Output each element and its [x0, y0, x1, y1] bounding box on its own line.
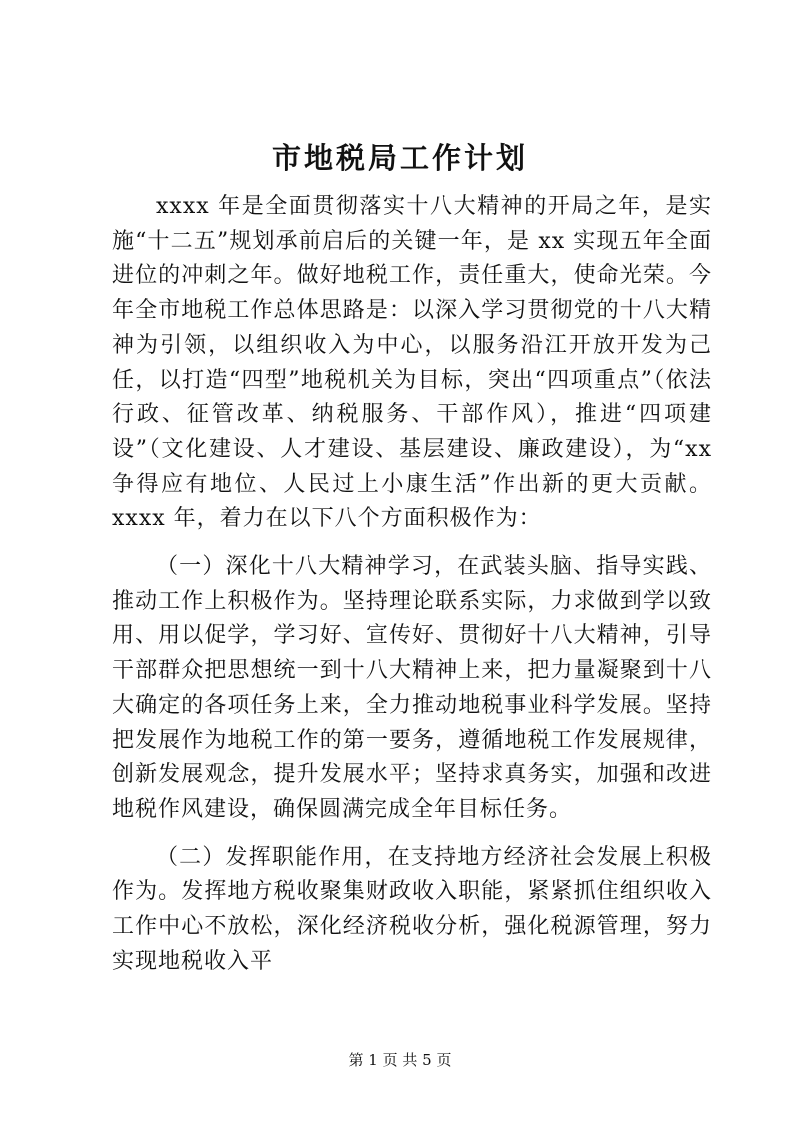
document-body — [112, 190, 712, 979]
paragraph-intro: xxxx 年是全面贯彻落实十八大精神的开局之年，是实施“十二五”规划承前启后的关键一年，是 xx 实现五年全面进位的冲刺之年。做好地税工作，责任重大，使命光荣。今年全市地税工作总体思路是：以深入学习贯彻党的十八大精神为引领，以组织收入为中心，以服务沿江开放开发为己任，以打造“四型”地税机关为目标，突出“四项重点”（依法行政、征管改革、纳税服务、干部作风），推进“四项建设”（文化建设、人才建设、基层建设、廉政建设），为“xx 争得应有地位、人民过上小康生活”作出新的更大贡献。xxxx 年，着力在以下八个方面积极作为： — [112, 194, 712, 532]
paragraph-section-2: （二）发挥职能作用，在支持地方经济社会发展上积极作为。发挥地方税收聚集财政收入职能，紧紧抓住组织收入工作中心不放松，深化经济税收分析，强化税源管理，努力实现地税收入平 — [112, 844, 712, 974]
paragraph-section-1: （一）深化十八大精神学习，在武装头脑、指导实践、推动工作上积极作为。坚持理论联系实际，力求做到学以致用、用以促学，学习好、宣传好、贯彻好十八大精神，引导干部群众把思想统一到十八大精神上来，把力量凝聚到十八大确定的各项任务上来，全力推动地税事业科学发展。坚持把发展作为地税工作的第一要务，遵循地税工作发展规律，创新发展观念，提升发展水平；坚持求真务实，加强和改进地税作风建设，确保圆满完成全年目标任务。 — [112, 554, 712, 822]
page-number-footer: 第 1 页 共 5 页 — [348, 1051, 452, 1069]
page-title: 市地税局工作计划 — [271, 141, 528, 175]
